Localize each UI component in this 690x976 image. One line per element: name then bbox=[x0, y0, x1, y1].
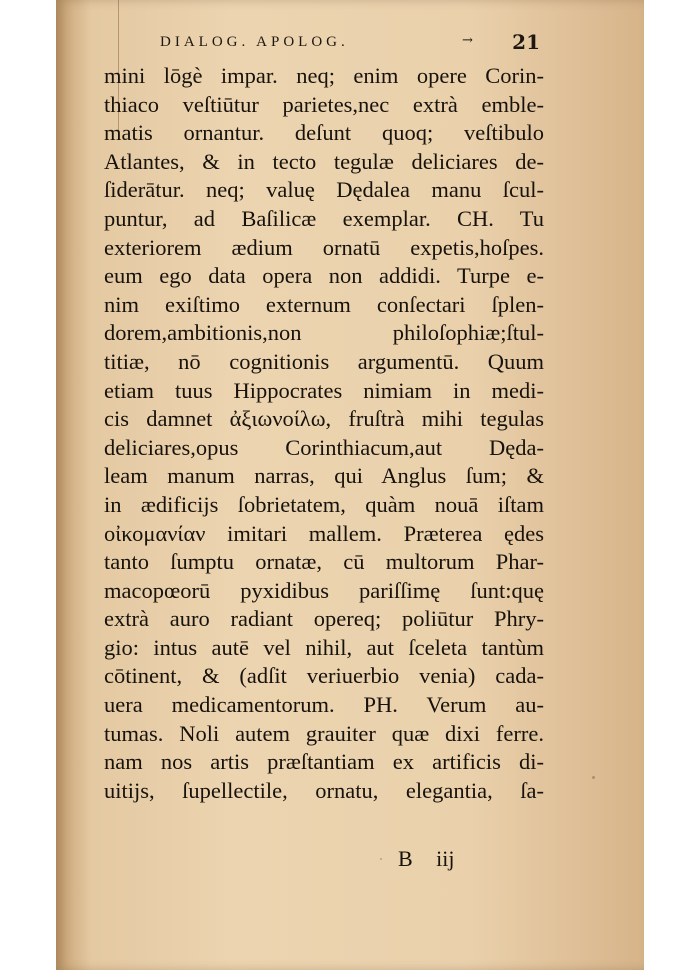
text-line: uera medicamentorum. PH. Verum au- bbox=[104, 692, 544, 718]
running-head bbox=[160, 30, 540, 58]
ink-spot bbox=[592, 776, 595, 779]
text-line: tumas. Noli autem grauiter quæ dixi ferre. bbox=[104, 720, 544, 746]
text-line: cōtinent, & (adſit veriuerbio venia) cada- bbox=[104, 663, 544, 689]
text-line: macopœorū pyxidibus pariſſimę ſunt:quę bbox=[104, 577, 544, 603]
text-line: uitijs, ſupellectile, ornatu, elegantia, ſa- bbox=[104, 777, 544, 803]
text-line: nam nos artis præſtantiam ex artificis di- bbox=[104, 749, 544, 775]
text-line: gio: intus autē vel nihil, aut ſceleta tantùm bbox=[104, 634, 544, 660]
text-line: mini lōgè impar. neq; enim opere Corin- bbox=[104, 63, 544, 88]
text-line: οἰκομανίαν imitari mallem. Præterea ędes bbox=[104, 520, 544, 546]
text-line: Atlantes, & in tecto tegulæ deliciares de- bbox=[104, 148, 544, 174]
page-number: 21 bbox=[512, 30, 540, 54]
text-line: exteriorem ædium ornatū expetis,hoſpes. bbox=[104, 234, 544, 260]
text-line: cis damnet ἀξιωνοίλω, fruſtrà mihi tegulas bbox=[104, 406, 544, 432]
text-line: etiam tuus Hippocrates nimiam in medi- bbox=[104, 377, 544, 403]
text-line: dorem,ambitionis,non philoſophiæ;ſtul- bbox=[104, 320, 544, 346]
body-text bbox=[104, 62, 544, 805]
ink-spot bbox=[380, 858, 382, 860]
running-head-title: DIALOG. APOLOG. bbox=[160, 34, 349, 50]
text-line: deliciares,opus Corinthiacum,aut Dęda- bbox=[104, 434, 544, 460]
text-line: ſiderātur. neq; valuę Dędalea manu ſcul- bbox=[104, 177, 544, 203]
text-line: titiæ, nō cognitionis argumentū. Quum bbox=[104, 348, 544, 374]
text-line: nim exiſtimo externum conſectari ſplen- bbox=[104, 291, 544, 317]
text-line: matis ornantur. deſunt quoq; veſtibulo bbox=[104, 120, 544, 146]
text-line: tanto ſumptu ornatæ, cū multorum Phar- bbox=[104, 549, 544, 575]
text-line: thiaco veſtiūtur parietes,nec extrà emble- bbox=[104, 91, 544, 117]
text-line: eum ego data opera non addidi. Turpe e- bbox=[104, 263, 544, 289]
catchword-arrow-icon: → bbox=[462, 33, 476, 48]
text-line: puntur, ad Baſilicæ exemplar. CH. Tu bbox=[104, 205, 544, 231]
text-line: extrà auro radiant opereq; poliūtur Phry- bbox=[104, 606, 544, 632]
text-line: in ædificijs ſobrietatem, quàm nouā iſtam bbox=[104, 491, 544, 517]
text-line: leam manum narras, qui Anglus ſum; & bbox=[104, 463, 544, 489]
signature-mark: B iij bbox=[398, 846, 455, 871]
